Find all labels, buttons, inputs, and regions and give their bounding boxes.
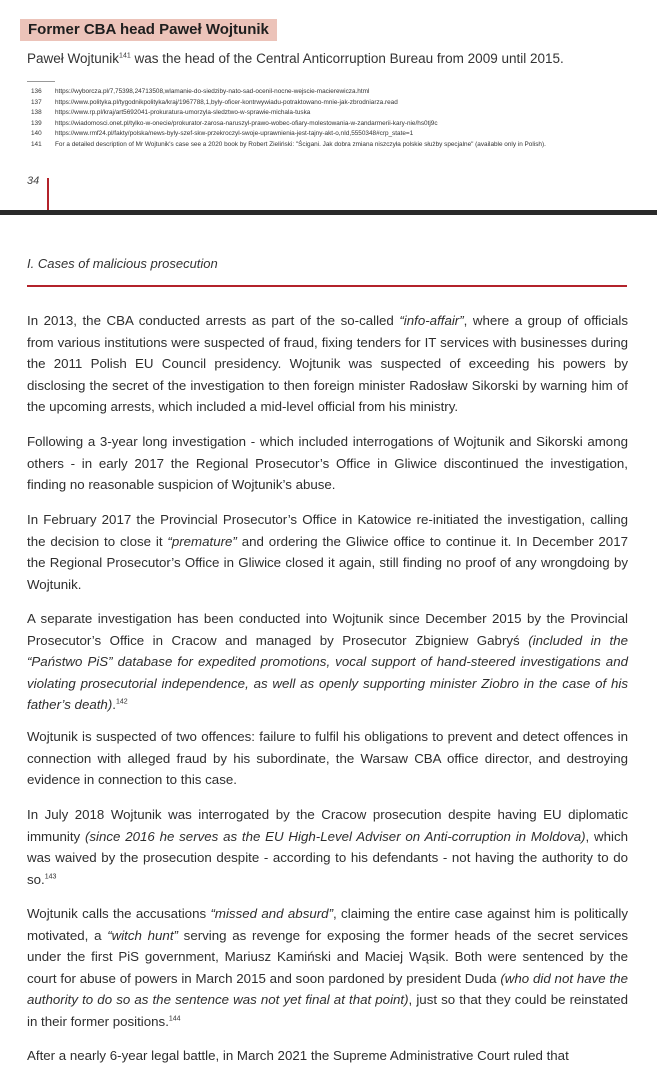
page-marker-line	[47, 178, 49, 211]
footnote-link[interactable]: https://www.rp.pl/kraj/art5692041-prokuratura-umorzyla-sledztwo-w-sprawie-michala-tuska	[55, 109, 311, 116]
text-run: .	[112, 697, 116, 712]
paragraph	[27, 1045, 628, 1067]
italic-run: “witch hunt”	[107, 927, 178, 943]
footnote-link[interactable]: https://wyborcza.pl/7,75398,24713508,wlamanie-do-siedziby-nato-sad-ocenil-nocne-wejscie-macierewicza.html	[55, 88, 370, 95]
footnote-ref[interactable]: 144	[168, 1015, 181, 1023]
italic-run: (who did not have the authority to do so as the sentence was not yet final at that point)	[27, 970, 628, 1007]
footnote-item	[31, 140, 611, 151]
text-run: In February 2017 the Provincial Prosecutor’s Office in Katowice re-initiated the investigation, calling the decision to close it	[27, 512, 628, 549]
text-run: After a nearly 6-year legal battle, in March 2021 the Supreme Administrative Court ruled that	[27, 1048, 569, 1063]
paragraph	[27, 804, 628, 890]
italic-run: (included in the “Państwo PiS” database for expedited promotions, vocal support of hand-steered investigations and violating prosecutorial independence, as well as openly supporting minister Ziobro in the case of his father’s death)	[27, 632, 628, 712]
intro-name: Paweł Wojtunik	[27, 51, 120, 66]
footnote-item	[31, 108, 611, 119]
paragraph	[27, 431, 628, 496]
intro-text	[27, 50, 637, 68]
footnote-ref[interactable]: 143	[44, 873, 57, 881]
paragraph	[27, 310, 628, 418]
footnote-item	[31, 98, 611, 109]
section-rule	[27, 285, 627, 287]
text-run: Wojtunik calls the accusations	[27, 906, 211, 921]
section-title: I. Cases of malicious prosecution	[27, 256, 218, 271]
footnote-item	[31, 119, 611, 130]
italic-run: “info-affair”	[399, 313, 464, 328]
italic-run: “missed and absurd”	[210, 906, 333, 921]
text-run: , claiming the entire case against him is politically motivated, a	[27, 906, 628, 943]
footnote-number: 138	[31, 109, 42, 116]
page-divider	[0, 210, 657, 215]
italic-run: “premature”	[167, 533, 237, 549]
paragraph	[27, 608, 628, 716]
footnote-list	[31, 87, 611, 150]
footnote-item	[31, 129, 611, 140]
footnote-divider	[27, 81, 55, 82]
text-run: serving as revenge for exposing the former heads of the secret services under the first PiS government, Mariusz Kamiński and Maciej Wąsik. Both were sentenced by the court for abuse of powers in March 2015 and soon pardoned by president Duda	[27, 927, 628, 986]
paragraph	[27, 509, 628, 595]
text-run: , just so that they could be reinstated in their former positions.	[27, 992, 628, 1029]
paragraph	[27, 726, 628, 791]
footnote-number: 140	[31, 130, 42, 137]
text-run: , where a group of officials from various institutions were suspected of fraud, fixing tenders for IT services with businesses during the 2011 Polish EU Council presidency. Wojtunik was suspected of exceeding his powers by disclosing the secret of the investigation to then foreign minister Radosław Sikorski by warning him of the upcoming arrests, which included a mid-level official from his ministry.	[27, 313, 628, 414]
text-run: In July 2018 Wojtunik was interrogated by the Cracow prosecution despite having EU diplomatic immunity	[27, 807, 628, 844]
text-run: Wojtunik is suspected of two offences: failure to fulfil his obligations to prevent and detect offences in connection with alleged fraud by his subordinate, the Warsaw CBA office director, and destroying evidence in connection to this case.	[27, 729, 628, 787]
footnote-item	[31, 87, 611, 98]
italic-run: (since 2016 he serves as the EU High-Level Adviser on Anti-corruption in Moldova)	[84, 828, 586, 844]
footnote-text: For a detailed description of Mr Wojtunik's case see a 2020 book by Robert Zieliński: "Ścigani. Jak dobra zmiana niszczyła polskie służby specjalne" (available only in Polish).	[55, 140, 546, 148]
footnote-link[interactable]: https://wiadomosci.onet.pl/tylko-w-onecie/prokurator-zarosa-naruszyl-prawo-wobec-ofiary-molestowania-w-zandarmerii-kary-nie/hs0tj9c	[55, 119, 438, 127]
text-run: Following a 3-year long investigation - which included interrogations of Wojtunik and Sikorski among others - in early 2017 the Regional Prosecutor’s Office in Gliwice discontinued the investigation, finding no reasonable suspicion of Wojtunik’s abuse.	[27, 434, 628, 492]
text-run: and ordering the Gliwice office to continue it. In December 2017 the Regional Prosecutor’s Office in Gliwice closed it again, still finding no proof of any wrongdoing by Wojtunik.	[27, 533, 628, 592]
footnote-number: 139	[31, 119, 42, 127]
footnote-number: 136	[31, 88, 42, 95]
footnote-number: 137	[31, 98, 42, 106]
footnote-ref[interactable]: 142	[115, 698, 128, 706]
text-run: , which was waived by the prosecution despite - according to his defendants - not having the authority to do so.	[27, 828, 629, 887]
text-run: In 2013, the CBA conducted arrests as part of the so-called	[27, 313, 400, 328]
text-run: A separate investigation has been conducted into Wojtunik since December 2015 by the Provincial Prosecutor’s Office in Cracow and managed by Prosecutor Zbigniew Gabryś	[27, 611, 628, 648]
footnote-link[interactable]: https://www.rmf24.pl/fakty/polska/news-byly-szef-skw-przekroczyl-swoje-uprawnienia-jest-tajny-akt-o,nId,5550348#crp_state=1	[55, 130, 414, 137]
paragraph	[27, 903, 628, 1032]
page-number: 34	[27, 175, 40, 187]
footnote-link[interactable]: https://www.polityka.pl/tygodnikpolityka/kraj/1967788,1,byly-oficer-kontrwywiadu-potraktowano-mnie-jak-zbrodniarza.read	[55, 98, 398, 106]
intro-rest: was the head of the Central Anticorruption Bureau from 2009 until 2015.	[130, 51, 564, 66]
section-heading: Former CBA head Paweł Wojtunik	[20, 19, 277, 41]
footnote-ref[interactable]: 141	[119, 52, 131, 60]
footnote-number: 141	[31, 140, 42, 148]
